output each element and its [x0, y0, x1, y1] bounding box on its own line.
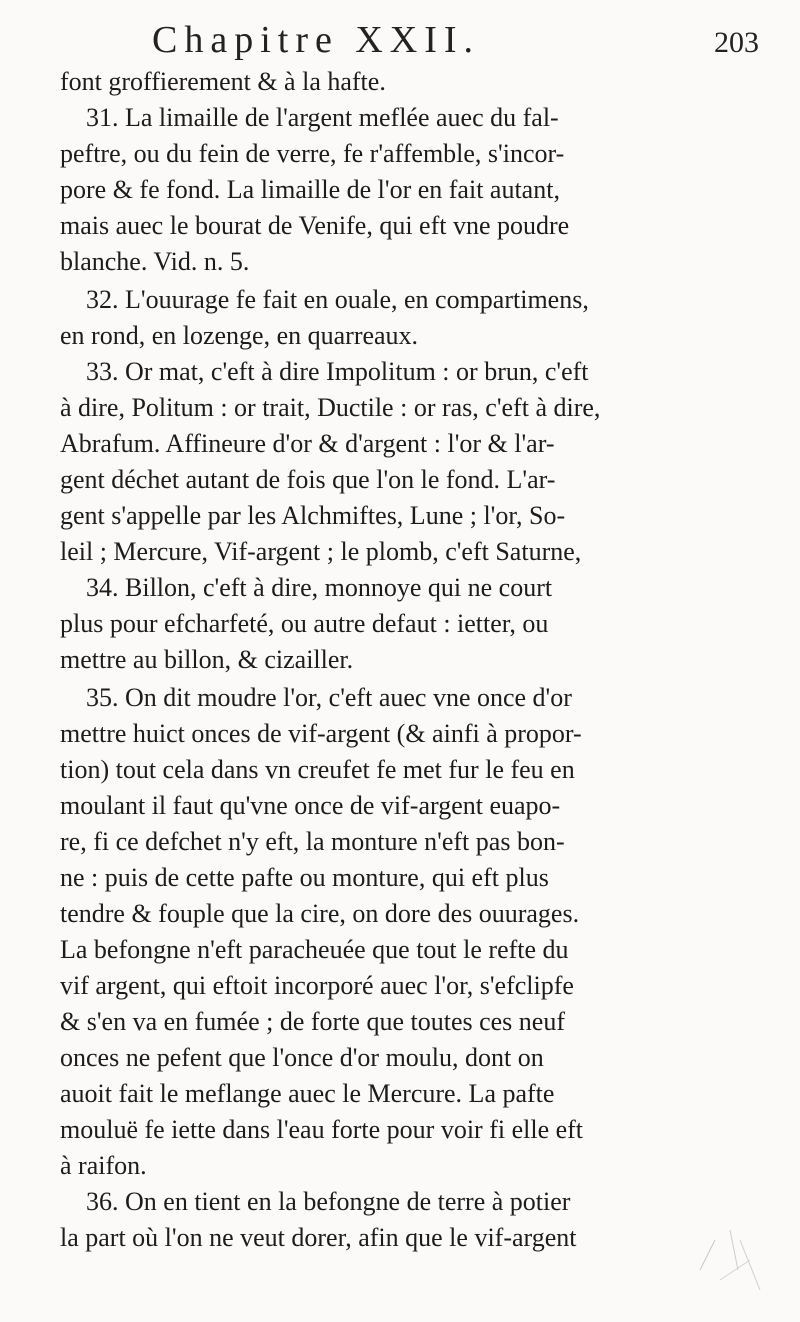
text-line: plus pour efcharfeté, ou autre defaut : ietter, ou	[60, 609, 549, 638]
text-line: moulant il faut qu'vne once de vif-argent euapo-	[60, 791, 561, 820]
text-line: mettre au billon, & cizailler.	[60, 645, 354, 674]
text-line: mouluë fe iette dans l'eau forte pour voir fi elle eft	[60, 1115, 584, 1144]
chapter-title: Chapitre XXII.	[152, 19, 481, 61]
text-line: la part où l'on ne veut dorer, afin que le vif-argent	[60, 1223, 577, 1252]
text-line: tion) tout cela dans vn creufet fe met fur le feu en	[60, 755, 575, 784]
running-head	[0, 14, 800, 64]
text-line: 35. On dit moudre l'or, c'eft auec vne once d'or	[86, 683, 572, 712]
text-line: en rond, en lozenge, en quarreaux.	[60, 321, 419, 350]
text-line: mettre huict onces de vif-argent (& ainfi à propor-	[60, 719, 582, 748]
text-line: onces ne pefent que l'once d'or moulu, dont on	[60, 1043, 544, 1072]
text-line: gent s'appelle par les Alchmiftes, Lune ; l'or, So-	[60, 501, 566, 530]
text-line: vif argent, qui eftoit incorporé auec l'or, s'efclipfe	[60, 971, 574, 1000]
page-number: 203	[714, 26, 759, 59]
text-line: & s'en va en fumée ; de forte que toutes ces neuf	[60, 1007, 565, 1036]
text-line: à raifon.	[60, 1151, 147, 1180]
text-line: Abrafum. Affineure d'or & d'argent : l'or & l'ar-	[60, 429, 555, 458]
text-line: peftre, ou du fein de verre, fe r'affemble, s'incor-	[60, 139, 565, 168]
text-line: gent déchet autant de fois que l'on le fond. L'ar-	[60, 465, 556, 494]
text-line: ne : puis de cette pafte ou monture, qui eft plus	[60, 863, 549, 892]
text-line: 33. Or mat, c'eft à dire Impolitum : or brun, c'eft	[86, 357, 589, 386]
text-line: 34. Billon, c'eft à dire, monnoye qui ne court	[86, 573, 553, 602]
text-line: tendre & fouple que la cire, on dore des ouurages.	[60, 899, 580, 928]
ink-bleed-marks	[680, 1200, 790, 1310]
text-line: 36. On en tient en la befongne de terre à potier	[86, 1187, 571, 1216]
text-line: La befongne n'eft paracheuée que tout le refte du	[60, 935, 569, 964]
text-line: auoit fait le meflange auec le Mercure. La pafte	[60, 1079, 555, 1108]
text-line: font groffierement & à la hafte.	[60, 67, 386, 96]
text-line: mais auec le bourat de Venife, qui eft vne poudre	[60, 211, 570, 240]
text-line: re, fi ce defchet n'y eft, la monture n'eft pas bon-	[60, 827, 565, 856]
text-line: à dire, Politum : or trait, Ductile : or ras, c'eft à dire,	[60, 393, 601, 422]
text-line: blanche. Vid. n. 5.	[60, 247, 250, 276]
text-line: 32. L'ouurage fe fait en ouale, en compartimens,	[86, 285, 589, 314]
text-line: leil ; Mercure, Vif-argent ; le plomb, c'eft Saturne,	[60, 537, 582, 566]
text-line: pore & fe fond. La limaille de l'or en fait autant,	[60, 175, 560, 204]
text-line: 31. La limaille de l'argent meflée auec du fal-	[86, 103, 559, 132]
